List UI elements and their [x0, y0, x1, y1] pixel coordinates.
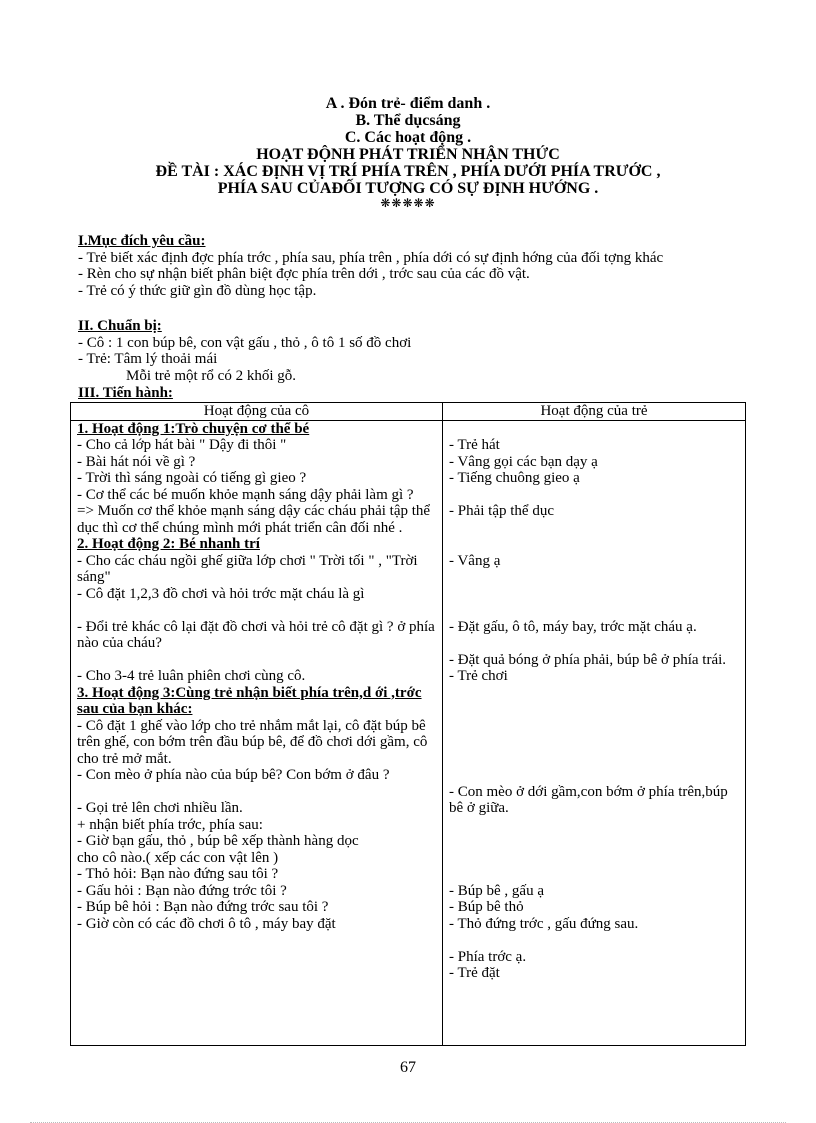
- child-line: - Đặt quả bóng ở phía phải, búp bê ở phía trái.: [449, 651, 727, 668]
- table-row: [71, 420, 746, 1046]
- child-line: - Đặt gấu, ô tô, máy bay, trớc mặt cháu ạ.: [449, 618, 697, 635]
- teacher-line: - Cho 3-4 trẻ luân phiên chơi cùng cô.: [77, 668, 306, 684]
- teacher-line: - Cô đặt 1 ghế vào lớp cho trẻ nhắm mắt lại, cô đặt búp bê trên ghế, con bớm trên đầu búp bê, để đồ chơi dới gầm, cô cho trẻ mở mắt.: [77, 717, 428, 767]
- topic-line: PHÍA SAU CỦAĐỐI TƯỢNG CÓ SỰ ĐỊNH HƯỚNG .: [217, 180, 599, 197]
- teacher-line: - Con mèo ở phía nào của búp bê? Con bớm ở đâu ?: [77, 767, 390, 783]
- teacher-line: - Giờ bạn gấu, thỏ , búp bê xếp thành hàng dọc: [77, 833, 359, 849]
- child-line: - Vâng ạ: [449, 552, 501, 569]
- teacher-line: - Gấu hỏi : Bạn nào đứng trớc tôi ?: [77, 882, 287, 899]
- teacher-line: - Thỏ hỏi: Bạn nào đứng sau tôi ?: [77, 866, 279, 882]
- decorative-stars: ❋❋❋❋❋: [380, 196, 436, 210]
- page-number: 67: [400, 1059, 416, 1076]
- lesson-header: [0, 95, 816, 209]
- section-title: II. Chuẩn bị:: [78, 318, 162, 334]
- objective-line: - Trẻ biết xác định đợc phía trớc , phía sau, phía trên , phía dới có sự định hớng của đối tợng khác: [78, 249, 664, 266]
- section-objectives: [78, 233, 738, 299]
- teacher-line: - Bài hát nói về gì ?: [77, 453, 196, 470]
- child-line: - Thỏ đứng trớc , gấu đứng sau.: [449, 915, 639, 932]
- preparation-line: - Trẻ: Tâm lý thoải mái: [78, 351, 218, 367]
- teacher-line: - Cho các cháu ngồi ghế giữa lớp chơi " Trời tối " , "Trời sáng": [77, 552, 418, 585]
- child-line: - Con mèo ở dới gầm,con bớm ở phía trên,búp bê ở giữa.: [449, 783, 728, 816]
- teacher-line: - Giờ còn có các đồ chơi ô tô , máy bay đặt: [77, 915, 336, 932]
- section-title: III. Tiến hành:: [78, 385, 173, 401]
- children-activities: [443, 420, 746, 1046]
- preparation-line: Mỗi trẻ một rổ có 2 khối gỗ.: [126, 367, 296, 384]
- header-line: C. Các hoạt động .: [344, 129, 472, 146]
- teacher-line: - Cô đặt 1,2,3 đồ chơi và hỏi trớc mặt cháu là gì: [77, 585, 365, 602]
- teacher-line: cho cô nào.( xếp các con vật lên ): [77, 849, 279, 866]
- child-line: - Búp bê , gấu ạ: [449, 882, 544, 899]
- child-line: - Búp bê thỏ: [449, 899, 524, 915]
- activity-heading: HOẠT ĐỘNH PHÁT TRIỂN NHẬN THỨC: [256, 146, 560, 163]
- child-line: - Phía trớc ạ.: [449, 948, 527, 965]
- child-line: - Tiếng chuông gieo ạ: [449, 470, 580, 486]
- teacher-line: + nhận biết phía trớc, phía sau:: [77, 816, 263, 833]
- teacher-line: - Gọi trẻ lên chơi nhiều lần.: [77, 800, 243, 816]
- activity-title: 1. Hoạt động 1:Trò chuyện cơ thể bé: [77, 420, 310, 437]
- column-header-teacher: Hoạt động của cô: [71, 403, 443, 421]
- activity-title: 2. Hoạt động 2: Bé nhanh trí: [77, 536, 260, 552]
- teacher-line: - Trời thì sáng ngoài có tiếng gì gieo ?: [77, 470, 307, 486]
- teacher-line: => Muốn cơ thể khỏe mạnh sáng dậy các cháu phải tập thể dục thì cơ thể chúng mình mới phát triển cân đối nhé .: [77, 503, 431, 536]
- child-line: - Trẻ đặt: [449, 965, 500, 981]
- preparation-line: - Cô : 1 con búp bê, con vật gấu , thỏ , ô tô 1 số đồ chơi: [78, 334, 412, 351]
- activity-title: 3. Hoạt động 3:Cùng trẻ nhận biết phía trên,d ới ,trớc sau của bạn khác:: [77, 684, 422, 717]
- header-line: A . Đón trẻ- điểm danh .: [325, 95, 491, 112]
- objective-line: - Trẻ có ý thức giữ gìn đồ dùng học tập.: [78, 282, 317, 299]
- objective-line: - Rèn cho sự nhận biết phân biệt đợc phía trên dới , trớc sau của các đồ vật.: [78, 266, 530, 282]
- teacher-activities: [71, 420, 443, 1046]
- child-line: - Phải tập thể dục: [449, 503, 554, 519]
- teacher-line: - Cho cả lớp hát bài " Dậy đi thôi ": [77, 437, 287, 453]
- table-header-row: [71, 403, 746, 421]
- teacher-line: - Cơ thể các bé muốn khỏe mạnh sáng dậy phải làm gì ?: [77, 486, 414, 503]
- column-header-children: Hoạt động của trẻ: [443, 403, 746, 421]
- section-preparation: [78, 318, 738, 384]
- section-procedure: [78, 385, 738, 402]
- child-line: - Trẻ chơi: [449, 668, 508, 684]
- child-line: - Trẻ hát: [449, 437, 500, 453]
- activity-table: [70, 402, 746, 1046]
- section-title: I.Mục đích yêu cầu:: [78, 233, 206, 249]
- topic-line: ĐỀ TÀI : XÁC ĐỊNH VỊ TRÍ PHÍA TRÊN , PHÍA DƯỚI PHÍA TRƯỚC ,: [155, 163, 661, 180]
- teacher-line: - Búp bê hỏi : Bạn nào đứng trớc sau tôi ?: [77, 899, 329, 915]
- teacher-line: - Đổi trẻ khác cô lại đặt đồ chơi và hỏi trẻ cô đặt gì ? ở phía nào của cháu?: [77, 618, 435, 651]
- child-line: - Vâng gọi các bạn dạy ạ: [449, 453, 598, 470]
- header-line: B. Thể dụcsáng: [355, 112, 461, 129]
